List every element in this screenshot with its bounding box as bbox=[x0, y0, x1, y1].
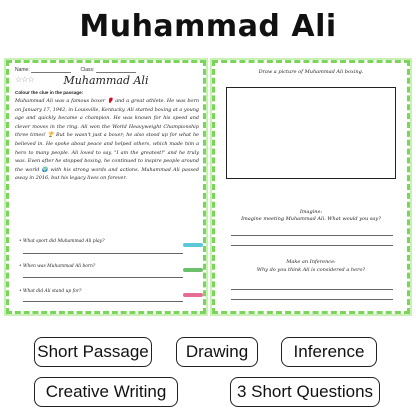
answer-line bbox=[231, 235, 393, 236]
answer-line bbox=[23, 253, 183, 254]
answer-line bbox=[231, 289, 393, 290]
tag-short-passage: Short Passage bbox=[34, 337, 152, 367]
crayon-icon bbox=[183, 243, 203, 247]
imagine-prompt: Imagine meeting Muhammad Ali. What would you say? bbox=[241, 216, 381, 222]
class-field bbox=[96, 67, 136, 73]
reading-passage: Muhammad Ali was a famous boxer 🥊 and a great athlete. He was born on January 17, 1942, in Louisville, Kentucky. Ali started boxing at a young age and quickly became a champion. He was known for his speed and clever moves in the ring. Ali won the World Heavyweight Championship three times! 🏆 But he wasn't just a boxer; he also stood up for what he believed in. He spoke about peace and helped others, which made him a hero to many people. Ali loved to say, "I am the greatest!" and he truly was. Even after he stopped boxing, he continued to inspire people around the world 🌍 with his strong words and actions. Muhammad Ali passed away in 2016, but his legacy lives on forever. bbox=[15, 98, 199, 182]
tag-short-questions: 3 Short Questions bbox=[230, 377, 380, 407]
inference-heading: Make an Inference: bbox=[286, 259, 336, 265]
inference-prompt: Why do you think Ali is considered a hero? bbox=[256, 267, 366, 273]
answer-line bbox=[23, 277, 183, 278]
question-2: • When was Muhammad Ali born? bbox=[19, 264, 96, 269]
question-3: • What did Ali stand up for? bbox=[19, 289, 82, 294]
activity-worksheet bbox=[212, 60, 410, 314]
name-label: Name: bbox=[15, 67, 30, 73]
class-label: Class: bbox=[80, 67, 95, 73]
page-title: Muhammad Ali bbox=[79, 9, 337, 44]
rating-stars-icon: ☆☆☆ bbox=[15, 75, 34, 84]
instruction-text: Colour the clue in the passage: bbox=[15, 90, 84, 95]
answer-line bbox=[231, 245, 393, 246]
imagine-heading: Imagine: bbox=[299, 209, 323, 215]
crayon-icon bbox=[183, 293, 203, 297]
crayon-icon bbox=[183, 268, 203, 272]
draw-instruction: Draw a picture of Muhammad Ali boxing. bbox=[258, 69, 364, 75]
name-class-header bbox=[15, 67, 144, 73]
reading-worksheet bbox=[6, 60, 206, 314]
worksheet-title: Muhammad Ali bbox=[63, 74, 149, 87]
answer-line bbox=[231, 299, 393, 300]
tag-drawing: Drawing bbox=[176, 337, 258, 367]
name-field bbox=[31, 67, 71, 73]
answer-line bbox=[23, 301, 183, 302]
tag-creative-writing: Creative Writing bbox=[34, 377, 178, 407]
drawing-box bbox=[226, 87, 396, 179]
question-1: • What sport did Muhammad Ali play? bbox=[19, 239, 105, 244]
tag-inference: Inference bbox=[281, 337, 377, 367]
